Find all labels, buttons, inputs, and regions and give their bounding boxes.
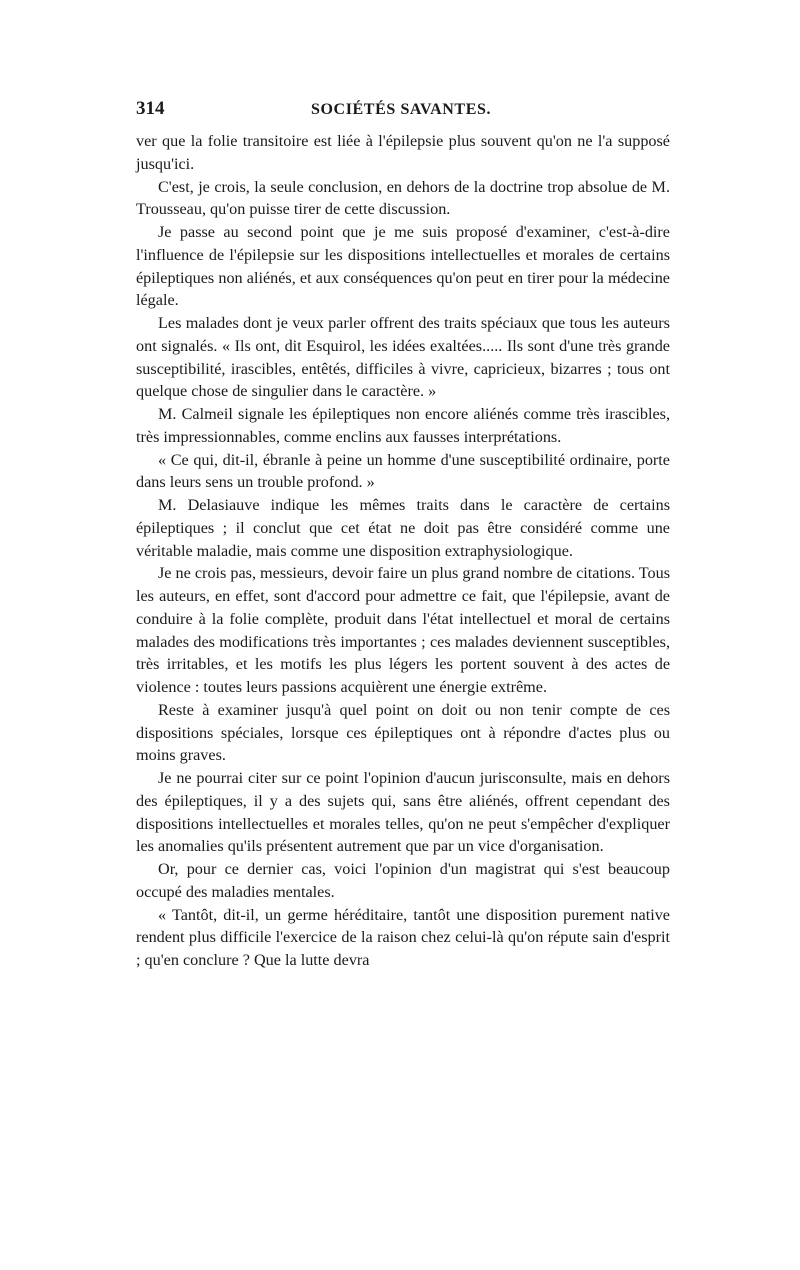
paragraph-quote: « Tantôt, dit-il, un germe héréditaire, tantôt une disposition purement native rendent plus difficile l'exercice de la raison chez celui-là qu'on répute sain d'esprit ; qu'en conclure ? Que la lutte devra (136, 905, 670, 969)
running-head (136, 98, 670, 126)
paragraph: Or, pour ce dernier cas, voici l'opinion d'un magistrat qui s'est beaucoup occupé des maladies mentales. (136, 860, 670, 901)
paragraph: Les malades dont je veux parler offrent des traits spéciaux que tous les auteurs ont signalés. « Ils ont, dit Esquirol, les idées exaltées..... Ils sont d'une très grande susceptibilité, irascibles, entêtés, difficiles à vivre, capricieux, bizarres ; tous ont quelque chose de singulier dans le caractère. » (136, 314, 670, 401)
paragraph: M. Delasiauve indique les mêmes traits dans le caractère de certains épileptiques ; il conclut que cet état ne doit pas être considéré comme une véritable maladie, mais comme une disposition extraphysiologique. (136, 496, 670, 560)
body-text (136, 130, 670, 972)
paragraph: Reste à examiner jusqu'à quel point on doit ou non tenir compte de ces dispositions spéciales, lorsque ces épileptiques ont à répondre d'actes plus ou moins graves. (136, 700, 670, 765)
paragraph: Je passe au second point que je me suis proposé d'examiner, c'est-à-dire l'influence de l'épilepsie sur les dispositions intellectuelles et morales de certains épileptiques non aliénés, et aux conséquences qu'on peut en tirer pour la médecine légale. (136, 223, 670, 310)
page-number: 314 (136, 98, 165, 119)
paragraph-quote: « Ce qui, dit-il, ébranle à peine un homme d'une susceptibilité ordinaire, porte dans leurs sens un trouble profond. » (136, 450, 670, 492)
paragraph: Je ne pourrai citer sur ce point l'opinion d'aucun jurisconsulte, mais en dehors des épileptiques, il y a des sujets qui, sans être aliénés, offrent cependant des dispositions intellectuelles et morales telles, qu'on ne peut s'empêcher d'expliquer les anomalies qu'ils présentent autrement que par un vice d'organisation. (136, 769, 670, 856)
paragraph: M. Calmeil signale les épileptiques non encore aliénés comme très irascibles, très impressionnables, comme enclins aux fausses interprétations. (136, 405, 670, 446)
paragraph: Je ne crois pas, messieurs, devoir faire un plus grand nombre de citations. Tous les auteurs, en effet, sont d'accord pour admettre ce fait, que l'épilepsie, avant de conduire à la folie complète, produit dans l'état intellectuel et moral de certains malades des modifications très importantes ; ces malades deviennent susceptibles, très irritables, et les motifs les plus légers les portent souvent à des actes de violence : toutes leurs passions acquièrent une énergie extrême. (136, 564, 670, 696)
running-title: SOCIÉTÉS SAVANTES. (311, 101, 492, 118)
book-page (136, 98, 670, 972)
paragraph-continuation: ver que la folie transitoire est liée à l'épilepsie plus souvent qu'on ne l'a supposé jusqu'ici. (136, 132, 670, 173)
paragraph: C'est, je crois, la seule conclusion, en dehors de la doctrine trop absolue de M. Trousseau, qu'on puisse tirer de cette discussion. (136, 177, 670, 219)
